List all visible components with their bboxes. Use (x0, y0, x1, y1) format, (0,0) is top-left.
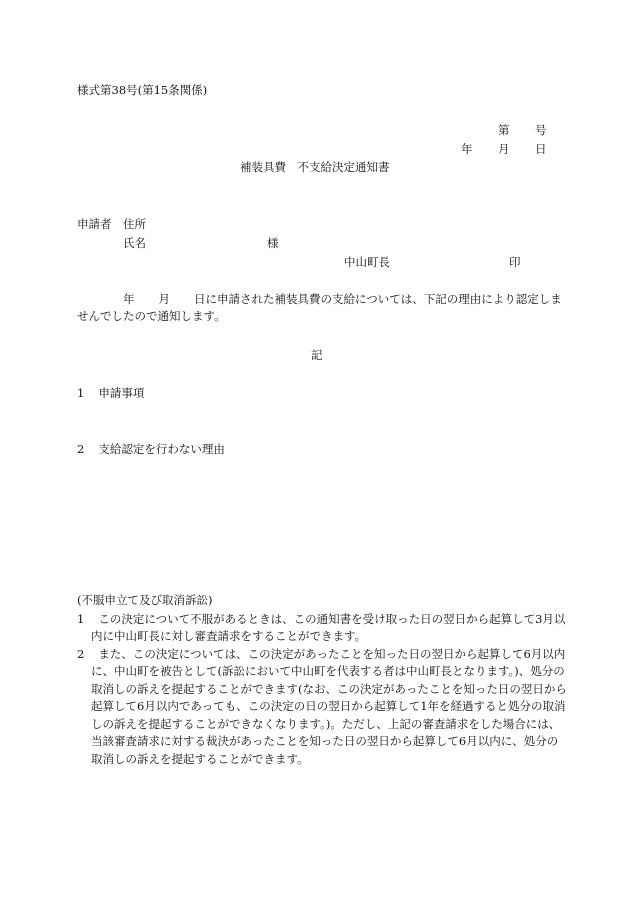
address-label: 住所 (123, 217, 146, 231)
intro-paragraph (77, 291, 567, 326)
section-2-number: 2 (77, 442, 85, 456)
doc-number-dai: 第 (498, 123, 510, 137)
section-2-label: 支給認定を行わない理由 (98, 442, 225, 456)
applicant-label: 申請者 (77, 217, 112, 231)
ki-heading: 記 (311, 348, 323, 362)
appeal-items (77, 611, 567, 768)
form-number: 様式第38号(第15条関係) (77, 83, 208, 97)
appeal-item-1-text: この決定について不服があるときは、この通知書を受け取った日の翌日から起算して3月以内に中山町長に対し審査請求をすることができます。 (91, 612, 566, 644)
appeal-item-1-number: 1 (77, 612, 85, 626)
section-1-number: 1 (77, 386, 85, 400)
seal-mark: 印 (509, 255, 521, 269)
appeal-item-1 (77, 611, 567, 646)
date-day: 日 (535, 142, 547, 156)
appeal-heading: (不服申立て及び取消訴訟) (77, 593, 213, 607)
intro-year: 年 (123, 292, 135, 306)
issuer-name: 中山町長 (344, 255, 390, 269)
date-month: 月 (498, 142, 510, 156)
section-1-label: 申請事項 (98, 386, 145, 400)
section-1 (77, 387, 144, 401)
appeal-item-2 (77, 646, 567, 768)
appeal-item-2-text: また、この決定については、この決定があったことを知った日の翌日から起算して6月以内に、中山町を被告として(訴訟において中山町を代表する者は中山町長となります。)、処分の取消しの訴えを提起することができます(なお、この決定があったことを知った日の翌日から起算して6月以内であっても、この決定の日の翌日から起算して1年を経過すると処分の取消しの訴えを提起することができなくなります。)。ただし、上記の審査請求をした場合には、当該審査請求に対する裁決があったことを知った日の翌日から起算して6月以内に、処分の取消しの訴えを提起することができます。 (91, 646, 567, 766)
sama-label: 様 (267, 236, 279, 250)
document-title: 補装具費 不支給決定通知書 (240, 160, 390, 174)
appeal-item-2-number: 2 (77, 646, 85, 661)
doc-number-go: 号 (535, 123, 547, 137)
intro-text: 日に申請された補装具費の支給については、下記の理由により認定しませんでしたので通知します。 (77, 292, 562, 324)
date-year: 年 (461, 142, 473, 156)
section-2 (77, 443, 225, 457)
intro-month: 月 (158, 292, 170, 306)
name-label: 氏名 (123, 236, 146, 250)
